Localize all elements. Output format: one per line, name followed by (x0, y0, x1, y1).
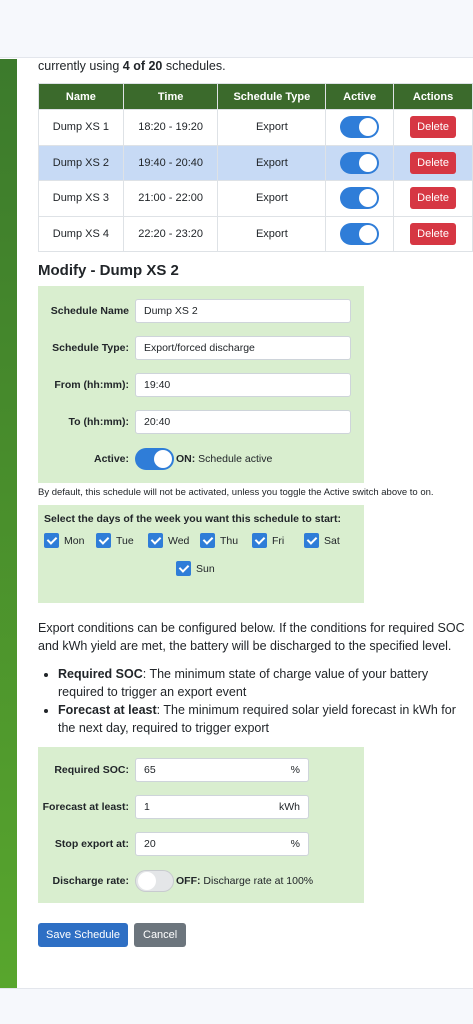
soc-value: 65 (144, 763, 156, 776)
day-sun[interactable] (176, 561, 228, 576)
col-schedule-type: Schedule Type (218, 84, 326, 110)
forecast-label: Forecast at least: (42, 800, 129, 813)
active-toggle[interactable] (340, 152, 379, 174)
from-input[interactable]: 19:40 (135, 373, 351, 397)
row-type: Export (218, 181, 326, 217)
modify-title: Modify - Dump XS 2 (38, 262, 179, 279)
active-state: ON: (176, 452, 196, 465)
save-schedule-button[interactable]: Save Schedule (38, 923, 128, 947)
row-time: 19:40 - 20:40 (123, 145, 218, 181)
stop-export-label: Stop export at: (54, 837, 129, 850)
day-mon[interactable] (44, 533, 96, 548)
day-wed[interactable] (148, 533, 200, 548)
row-name: Dump XS 4 (39, 216, 124, 252)
table-row[interactable] (39, 110, 473, 146)
col-name: Name (39, 84, 124, 110)
required-soc-label: Required SOC: (54, 763, 129, 776)
days-title: Select the days of the week you want this schedule to start: (44, 513, 341, 525)
forecast-value: 1 (144, 800, 150, 813)
form-actions (38, 923, 468, 947)
row-name: Dump XS 1 (39, 110, 124, 146)
days-selector (38, 505, 364, 603)
bullet-text: : The minimum required solar yield forecast in kWh for the next day, required to trigger export (58, 703, 456, 735)
day-label: Thu (220, 534, 239, 547)
day-fri[interactable] (252, 533, 304, 548)
bottom-bar (0, 988, 473, 1024)
activation-note: By default, this schedule will not be activated, unless you toggle the Active switch above to on. (38, 487, 434, 498)
discharge-rate-label: Discharge rate: (52, 874, 129, 887)
cancel-button[interactable]: Cancel (134, 923, 186, 947)
checkbox-icon[interactable] (200, 533, 215, 548)
checkbox-icon[interactable] (96, 533, 111, 548)
col-actions: Actions (394, 84, 473, 110)
list-item (58, 701, 468, 737)
top-bar (0, 0, 473, 58)
from-label: From (hh:mm): (54, 378, 129, 391)
day-label: Fri (272, 534, 285, 547)
schedule-type-select[interactable]: Export/forced discharge (135, 336, 351, 360)
day-label: Sun (196, 562, 215, 575)
active-status (176, 453, 272, 465)
rate-state: OFF: (176, 874, 201, 887)
day-label: Wed (168, 534, 190, 547)
row-type: Export (218, 216, 326, 252)
table-row[interactable] (39, 181, 473, 217)
list-item (58, 665, 468, 701)
row-time: 21:00 - 22:00 (123, 181, 218, 217)
checkbox-icon[interactable] (252, 533, 267, 548)
active-toggle[interactable] (340, 187, 379, 209)
col-time: Time (123, 84, 218, 110)
row-time: 18:20 - 19:20 (123, 110, 218, 146)
soc-unit: % (290, 763, 300, 776)
row-name: Dump XS 3 (39, 181, 124, 217)
usage-text (38, 59, 468, 83)
checkbox-icon[interactable] (148, 533, 163, 548)
bullet-term: Forecast at least (58, 703, 157, 717)
checkbox-icon[interactable] (44, 533, 59, 548)
delete-button[interactable]: Delete (410, 116, 456, 138)
discharge-rate-toggle[interactable] (135, 870, 174, 892)
delete-button[interactable]: Delete (410, 187, 456, 209)
delete-button[interactable]: Delete (410, 223, 456, 245)
day-thu[interactable] (200, 533, 252, 548)
to-input[interactable]: 20:40 (135, 410, 351, 434)
schedule-name-input[interactable]: Dump XS 2 (135, 299, 351, 323)
export-conditions-form (38, 747, 364, 903)
day-sat[interactable] (304, 533, 356, 548)
schedule-active-toggle[interactable] (135, 448, 174, 470)
stop-value: 20 (144, 837, 156, 850)
day-label: Sat (324, 534, 340, 547)
stop-unit: % (290, 837, 300, 850)
required-soc-input[interactable] (135, 758, 309, 782)
checkbox-icon[interactable] (304, 533, 319, 548)
stop-export-input[interactable] (135, 832, 309, 856)
day-tue[interactable] (96, 533, 148, 548)
active-text: Schedule active (195, 452, 273, 465)
usage-prefix: currently using (38, 59, 123, 73)
active-toggle[interactable] (340, 116, 379, 138)
to-label: To (hh:mm): (68, 415, 129, 428)
schedule-type-label: Schedule Type: (52, 341, 129, 354)
export-conditions-list (58, 665, 468, 737)
forecast-unit: kWh (279, 800, 300, 813)
export-intro: Export conditions can be configured below. If the conditions for required SOC and kWh yield are met, the battery will be discharged to the specified level. (38, 621, 465, 653)
row-name: Dump XS 2 (39, 145, 124, 181)
left-green-bar (0, 59, 17, 988)
main-content (38, 59, 468, 947)
row-type: Export (218, 145, 326, 181)
delete-button[interactable]: Delete (410, 152, 456, 174)
discharge-rate-status (176, 875, 313, 887)
checkbox-icon[interactable] (176, 561, 191, 576)
rate-text: Discharge rate at 100% (200, 874, 314, 887)
usage-suffix: schedules. (162, 59, 226, 73)
schedule-name-label: Schedule Name (50, 304, 129, 317)
day-label: Tue (116, 534, 134, 547)
table-row[interactable] (39, 145, 473, 181)
modify-form (38, 286, 364, 483)
usage-count: 4 of 20 (122, 59, 163, 73)
bullet-term: Required SOC (58, 667, 143, 681)
active-label: Active: (93, 452, 129, 465)
bullet-text: : The minimum state of charge value of your battery required to trigger an export event (58, 667, 429, 699)
active-toggle[interactable] (340, 223, 379, 245)
table-row[interactable] (39, 216, 473, 252)
row-time: 22:20 - 23:20 (123, 216, 218, 252)
day-label: Mon (64, 534, 85, 547)
schedules-table (38, 83, 473, 252)
forecast-input[interactable] (135, 795, 309, 819)
row-type: Export (218, 110, 326, 146)
col-active: Active (326, 84, 394, 110)
